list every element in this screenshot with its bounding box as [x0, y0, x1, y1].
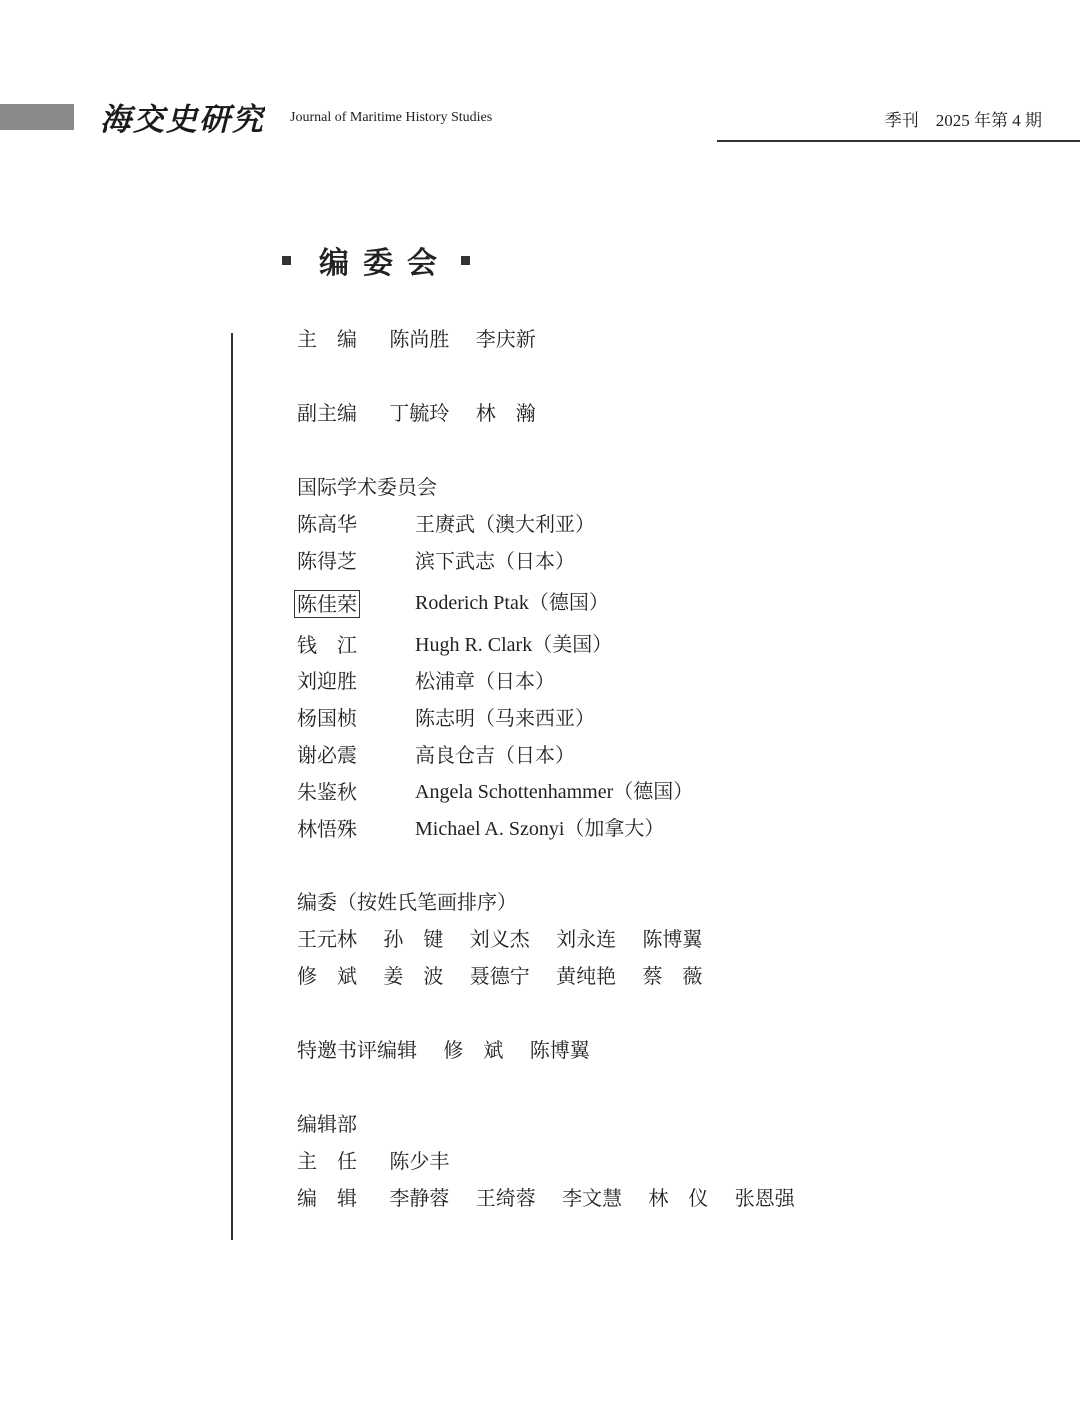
editors-in-chief-label: 主 编 — [297, 327, 357, 351]
deputy-editors — [297, 400, 556, 426]
deputy-editor-name: 丁毓玲 — [389, 401, 450, 425]
committee-chinese-member: 钱 江 — [297, 633, 357, 657]
board-member: 刘义杰 — [469, 927, 530, 951]
committee-chinese-member: 陈得芝 — [297, 549, 357, 573]
director-name: 陈少丰 — [389, 1149, 450, 1173]
deputy-editor-name: 林 瀚 — [475, 401, 536, 425]
issue-info: 季刊 2025 年第 4 期 — [884, 111, 1042, 130]
committee-chinese-member: 刘迎胜 — [297, 669, 357, 693]
header-rule — [717, 140, 1080, 142]
committee-foreign-member: Angela Schottenhammer（德国） — [415, 781, 694, 803]
editorial-board-line — [297, 926, 722, 952]
board-member: 王元林 — [297, 927, 357, 951]
title-bullet-left — [282, 256, 291, 265]
editorial-dept-editors — [297, 1185, 815, 1211]
editor-name: 张恩强 — [734, 1186, 795, 1210]
committee-foreign-member: 松浦章（日本） — [415, 669, 555, 693]
board-member: 陈博翼 — [642, 927, 703, 951]
editors-label: 编 辑 — [297, 1186, 357, 1210]
committee-foreign-member: 高良仓吉（日本） — [415, 743, 575, 767]
committee-foreign-member: Hugh R. Clark（美国） — [415, 634, 613, 656]
page-title — [282, 238, 470, 282]
committee-chinese-member: 谢必震 — [297, 743, 357, 767]
book-review-editors — [297, 1037, 610, 1063]
committee-foreign-member: 陈志明（马来西亚） — [415, 706, 595, 730]
editors-in-chief — [297, 326, 556, 352]
board-member: 姜 波 — [383, 964, 444, 988]
editor-in-chief-name: 李庆新 — [475, 327, 536, 351]
board-member: 修 斌 — [297, 964, 357, 988]
committee-foreign-member: 王赓武（澳大利亚） — [415, 512, 595, 536]
book-review-editor: 陈博翼 — [529, 1038, 590, 1062]
committee-chinese-member: 林悟殊 — [297, 817, 357, 841]
book-review-editor: 修 斌 — [443, 1038, 504, 1062]
vertical-rule — [231, 333, 233, 1240]
editorial-board-line — [297, 963, 722, 989]
journal-logo — [100, 96, 265, 142]
board-member: 蔡 薇 — [642, 964, 703, 988]
board-member: 聂德宁 — [469, 964, 530, 988]
svg-text:海交史研究: 海交史研究 — [100, 102, 265, 138]
editor-name: 李文慧 — [562, 1186, 623, 1210]
committee-chinese-member: 陈高华 — [297, 512, 357, 536]
book-review-label: 特邀书评编辑 — [297, 1038, 417, 1062]
international-committee-heading: 国际学术委员会 — [297, 475, 437, 499]
committee-chinese-member-boxed: 陈佳荣 — [294, 590, 360, 618]
editorial-dept-director — [297, 1148, 469, 1174]
board-member: 孙 键 — [383, 927, 444, 951]
editorial-dept-heading: 编辑部 — [297, 1112, 357, 1136]
committee-chinese-member: 朱鉴秋 — [297, 780, 357, 804]
director-label: 主 任 — [297, 1149, 357, 1173]
board-member: 黄纯艳 — [556, 964, 617, 988]
page-title-text: 编委会 — [319, 246, 451, 281]
committee-foreign-member: Roderich Ptak（德国） — [415, 592, 609, 614]
title-bullet-right — [461, 256, 470, 265]
header-decorative-bar — [0, 104, 74, 130]
journal-english-title: Journal of Maritime History Studies — [290, 110, 493, 125]
editor-in-chief-name: 陈尚胜 — [389, 327, 450, 351]
editorial-board-heading: 编委（按姓氏笔画排序） — [297, 890, 517, 914]
editor-name: 李静蓉 — [389, 1186, 450, 1210]
committee-chinese-member: 杨国桢 — [297, 706, 357, 730]
editor-name: 王绮蓉 — [475, 1186, 536, 1210]
board-member: 刘永连 — [556, 927, 617, 951]
committee-foreign-member: Michael A. Szonyi（加拿大） — [415, 818, 665, 840]
committee-foreign-member: 滨下武志（日本） — [415, 549, 575, 573]
deputy-editors-label: 副主编 — [297, 401, 357, 425]
editor-name: 林 仪 — [648, 1186, 709, 1210]
